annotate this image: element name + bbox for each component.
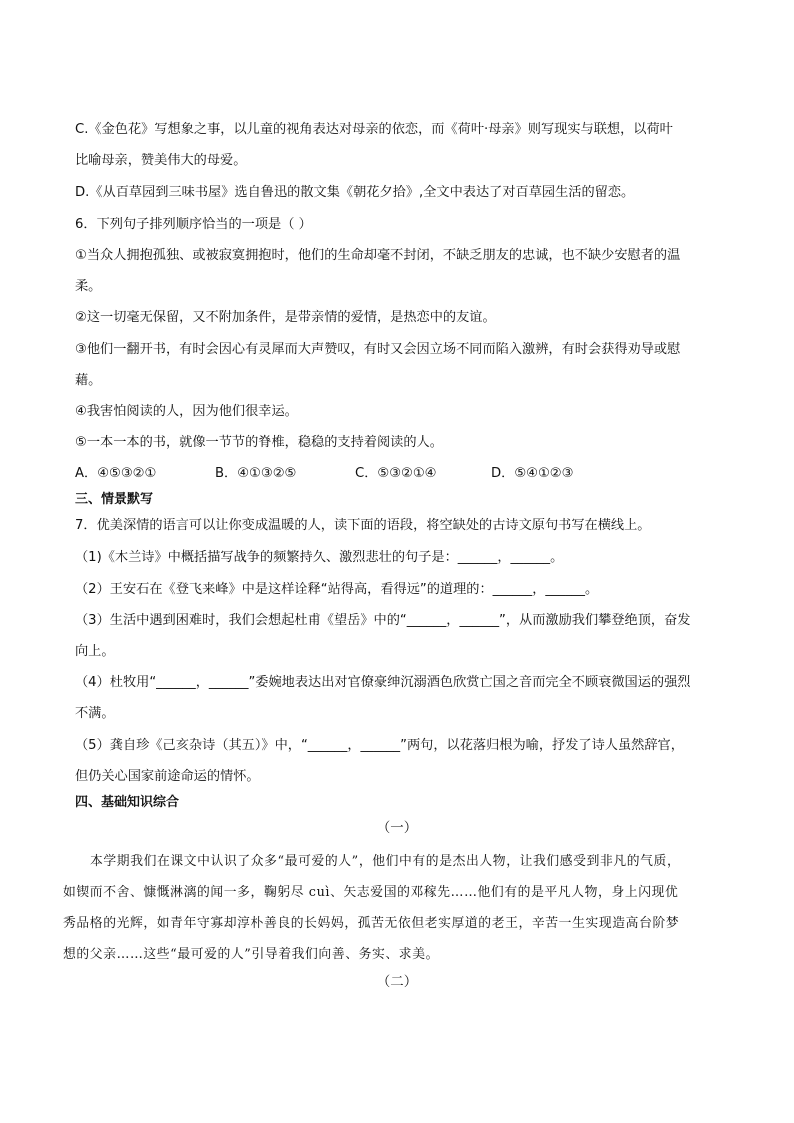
q6-sentence-1-line2: 柔。 <box>75 279 102 294</box>
q7-item-5-line1: （5）龚自珍《己亥杂诗（其五）》中，“______，______”两句，以花落归根为喻，抒发了诗人虽然辞官， <box>75 738 684 753</box>
q6-option-a[interactable]: A．④⑤③②① <box>75 466 157 481</box>
q5-option-c-line1: C.《金色花》写想象之事，以儿童的视角表达对母亲的依恋，而《荷叶·母亲》则写现实与联想，以荷叶 <box>75 122 673 137</box>
q6-sentence-5: ⑤一本一本的书，就像一节节的脊椎，稳稳的支持着阅读的人。 <box>75 435 443 450</box>
section-3-heading: 三、情景默写 <box>75 492 154 507</box>
passage-line-1: 本学期我们在课文中认识了众多“最可爱的人”，他们中有的是杰出人物，让我们感受到非凡的气质， <box>90 854 681 869</box>
q7-item-2: （2）王安石在《登飞来峰》中是这样诠释“站得高，看得远”的道理的：______，______。 <box>75 582 599 597</box>
part-2-title: （二） <box>376 974 418 990</box>
q6-option-c[interactable]: C．⑤③②①④ <box>355 466 437 481</box>
q7-item-4-line2: 不满。 <box>75 706 115 721</box>
q5-option-d: D.《从百草园到三味书屋》选自鲁迅的散文集《朝花夕拾》,全文中表达了对百草园生活的留恋。 <box>75 185 635 200</box>
q7-item-3-line1: （3）生活中遇到困难时，我们会想起杜甫《望岳》中的“______，______”，从而激励我们攀登绝顶，奋发 <box>75 613 691 628</box>
q6-option-b[interactable]: B．④①③②⑤ <box>215 466 297 481</box>
q6-sentence-1-line1: ①当众人拥抱孤独、或被寂寞拥抱时，他们的生命却毫不封闭，不缺乏朋友的忠诚，也不缺少安慰者的温 <box>75 248 681 263</box>
passage-line-2: 如锲而不舍、慷慨淋漓的闻一多，鞠躬尽 cuì、矢志爱国的邓稼先……他们有的是平凡人物，身上闪现优 <box>63 885 679 900</box>
q6-sentence-3-line2: 藉。 <box>75 373 102 388</box>
passage-line-3: 秀品格的光辉，如青年守寡却淳朴善良的长妈妈，孤苦无依但老实厚道的老王，辛苦一生实现造高台阶梦 <box>63 916 680 931</box>
q6-sentence-4: ④我害怕阅读的人，因为他们很幸运。 <box>75 404 298 419</box>
section-4-heading: 四、基础知识综合 <box>75 795 180 810</box>
q7-stem: 7．优美深情的语言可以让你变成温暖的人，读下面的语段，将空缺处的古诗文原句书写在横线上。 <box>75 518 651 533</box>
q6-sentence-2: ②这一切毫无保留，又不附加条件，是带亲情的爱情，是热恋中的友谊。 <box>75 310 496 325</box>
q7-item-4-line1: （4）杜牧用“______，______”委婉地表达出对官僚豪绅沉溺酒色欣赏亡国之音而完全不顾衰微国运的强烈 <box>75 675 691 690</box>
q7-item-5-line2: 但仍关心国家前途命运的情怀。 <box>75 769 260 784</box>
q5-option-c-line2: 比喻母亲，赞美伟大的母爱。 <box>75 153 247 168</box>
q6-option-d[interactable]: D．⑤④①②③ <box>491 466 574 481</box>
q6-sentence-3-line1: ③他们一翻开书，有时会因心有灵犀而大声赞叹，有时又会因立场不同而陷入激辨，有时会获得劝导或慰 <box>75 342 681 357</box>
q6-stem: 6．下列句子排列顺序恰当的一项是（ ） <box>75 217 312 232</box>
q7-item-1: （1)《木兰诗》中概括描写战争的频繁持久、激烈悲壮的句子是：______，______。 <box>75 550 564 565</box>
part-1-title: （一） <box>376 820 418 836</box>
q7-item-3-line2: 向上。 <box>75 644 115 659</box>
passage-line-4: 想的父亲……这些“最可爱的人”引导着我们向善、务实、求美。 <box>63 947 439 962</box>
q6-answer-options <box>75 464 725 484</box>
